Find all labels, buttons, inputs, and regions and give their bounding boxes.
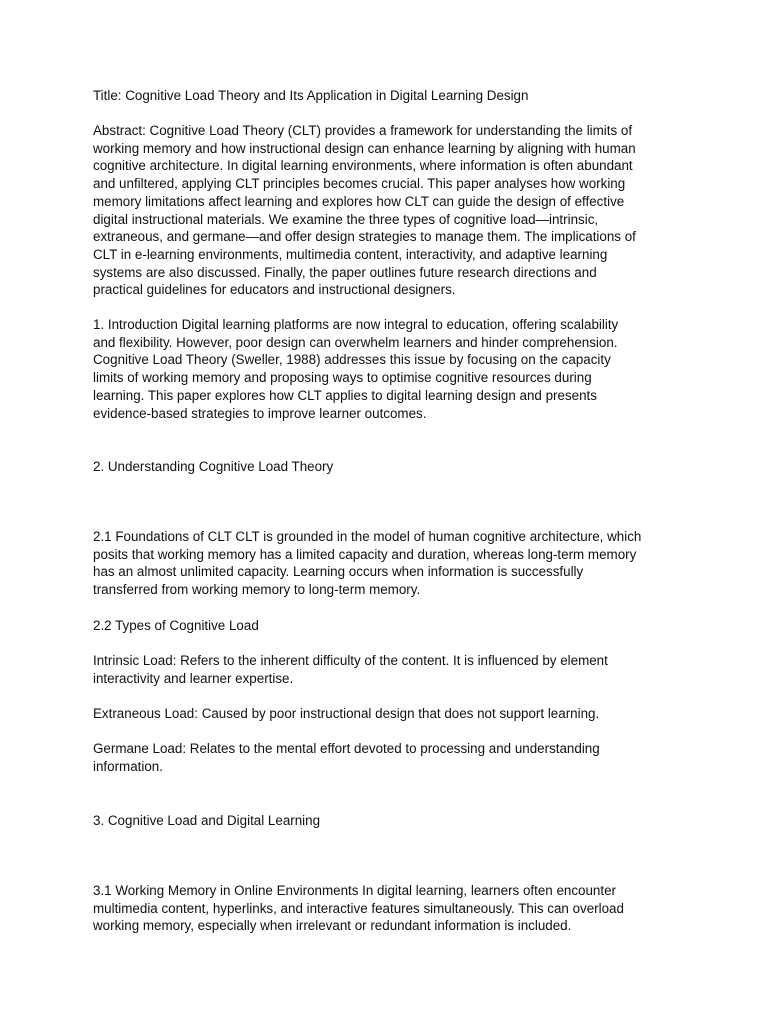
intrinsic-load-paragraph: Intrinsic Load: Refers to the inherent difficulty of the content. It is influenced by element interactivity and learner expertise.	[93, 653, 608, 686]
document-title: Title: Cognitive Load Theory and Its Application in Digital Learning Design	[93, 88, 529, 103]
extraneous-load-paragraph: Extraneous Load: Caused by poor instructional design that does not support learning.	[93, 706, 600, 721]
abstract-paragraph: Abstract: Cognitive Load Theory (CLT) provides a framework for understanding the limits of working memory and how instructional design can enhance learning by aligning with human cognitive architecture. In digital learning environments, where information is often abundant and unfiltered, applying CLT principles becomes crucial. This paper analyses how working memory limitations affect learning and explores how CLT can guide the design of effective digital instructional materials. We examine the three types of cognitive load—intrinsic, extraneous, and germane—and offer design strategies to manage them. The implications of CLT in e-learning environments, multimedia content, interactivity, and adaptive learning systems are also discussed. Finally, the paper outlines future research directions and practical guidelines for educators and instructional designers.	[93, 123, 636, 298]
section-2-2-heading: 2.2 Types of Cognitive Load	[93, 618, 259, 633]
introduction-paragraph: 1. Introduction Digital learning platforms are now integral to education, offering scalability and flexibility. However, poor design can overwhelm learners and hinder comprehension. Cognitive Load Theory (Sweller, 1988) addresses this issue by focusing on the capacity limits of working memory and proposing ways to optimise cognitive resources during learning. This paper explores how CLT applies to digital learning design and presents evidence-based strategies to improve learner outcomes.	[93, 317, 619, 421]
germane-load-paragraph: Germane Load: Relates to the mental effort devoted to processing and understanding information.	[93, 741, 600, 774]
section-3-heading: 3. Cognitive Load and Digital Learning	[93, 813, 321, 828]
section-2-1-paragraph: 2.1 Foundations of CLT CLT is grounded in the model of human cognitive architecture, which posits that working memory has a limited capacity and duration, whereas long-term memory has an almost unlimited capacity. Learning occurs when information is successfully transferred from working memory to long-term memory.	[93, 529, 642, 598]
section-3-1-paragraph: 3.1 Working Memory in Online Environments In digital learning, learners often encounter multimedia content, hyperlinks, and interactive features simultaneously. This can overload working memory, especially when irrelevant or redundant information is included.	[93, 883, 624, 934]
section-2-heading: 2. Understanding Cognitive Load Theory	[93, 459, 334, 474]
